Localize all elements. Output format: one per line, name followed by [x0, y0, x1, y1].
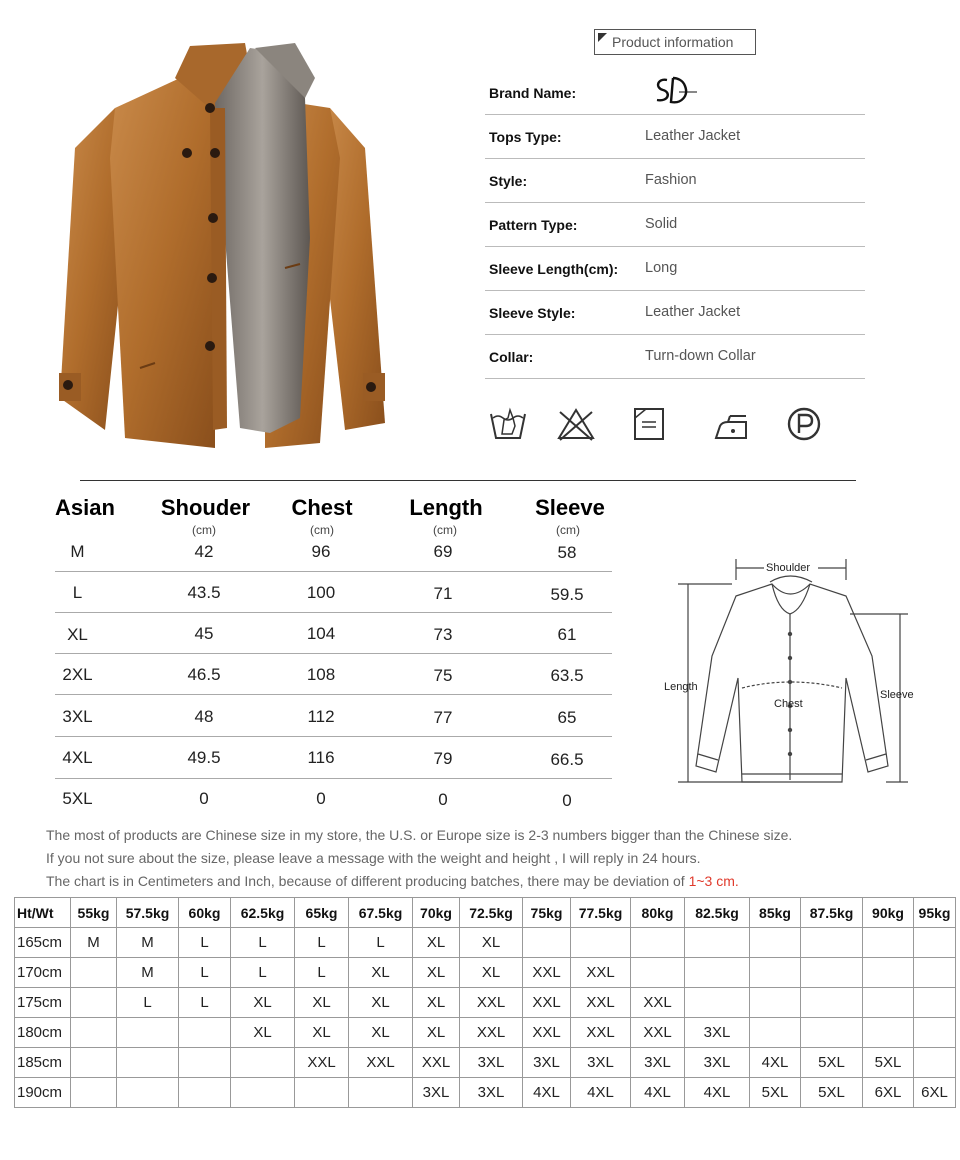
size-cell: 3XL — [62, 707, 93, 726]
size-cell: 46.5 — [187, 665, 221, 684]
size-note-1: The most of products are Chinese size in my store, the U.S. or Europe size is 2-3 numbers bigger than the Chinese size. — [46, 827, 793, 843]
size-cell: 96 — [311, 542, 331, 561]
table-cell: L — [349, 928, 413, 958]
pi-value: Solid — [645, 216, 678, 232]
pi-key: Tops Type: — [489, 129, 562, 145]
table-header-cell: 57.5kg — [117, 898, 179, 928]
table-cell: XL — [231, 988, 295, 1018]
table-cell — [914, 928, 956, 958]
table-cell — [685, 988, 750, 1018]
table-cell: 3XL — [631, 1048, 685, 1078]
size-chart-header-sleeve: Sleeve — [535, 495, 605, 520]
table-cell: L — [231, 928, 295, 958]
pi-value: Leather Jacket — [645, 128, 741, 144]
table-cell — [71, 1048, 117, 1078]
pi-key: Sleeve Style: — [489, 305, 576, 321]
table-cell: M — [117, 928, 179, 958]
table-cell: 4XL — [685, 1078, 750, 1108]
table-cell: XL — [295, 1018, 349, 1048]
pi-row-pattern-type — [485, 202, 865, 247]
size-row — [55, 695, 612, 737]
table-cell: XXL — [571, 958, 631, 988]
size-cell: 69 — [433, 542, 453, 561]
size-cell: 79 — [433, 749, 453, 768]
unit-label: (cm) — [192, 523, 216, 537]
pi-value: Long — [645, 260, 678, 276]
table-cell: XL — [413, 988, 460, 1018]
table-header-cell: 75kg — [523, 898, 571, 928]
table-header-cell: 62.5kg — [231, 898, 295, 928]
table-cell: XL — [460, 958, 523, 988]
size-cell: 43.5 — [187, 583, 221, 602]
table-cell — [631, 928, 685, 958]
size-note-3-deviation: 1~3 cm. — [688, 873, 739, 889]
table-cell — [571, 928, 631, 958]
table-header-cell: 67.5kg — [349, 898, 413, 928]
pi-key: Style: — [489, 173, 528, 189]
pi-key: Collar: — [489, 349, 534, 365]
table-cell: XL — [295, 988, 349, 1018]
pi-row-tops-type — [485, 114, 865, 159]
table-cell: 180cm — [15, 1018, 71, 1048]
pi-row-sleeve-style — [485, 290, 865, 335]
table-cell: 3XL — [685, 1048, 750, 1078]
table-cell: 5XL — [801, 1048, 863, 1078]
table-cell — [523, 928, 571, 958]
table-cell: L — [117, 988, 179, 1018]
table-cell — [685, 928, 750, 958]
table-header-cell: 65kg — [295, 898, 349, 928]
measure-label-shoulder: Shoulder — [766, 562, 811, 574]
size-cell: L — [72, 583, 83, 602]
size-cell: 65 — [557, 708, 577, 727]
table-cell: XXL — [523, 958, 571, 988]
hand-wash-icon — [488, 404, 528, 444]
table-header-row — [15, 898, 956, 928]
table-cell — [914, 1018, 956, 1048]
table-row — [15, 1018, 956, 1048]
table-cell — [231, 1078, 295, 1108]
table-cell: L — [231, 958, 295, 988]
pi-value: Turn-down Collar — [645, 348, 756, 364]
measurement-diagram — [660, 556, 918, 796]
size-cell: 100 — [306, 583, 336, 602]
measure-label-sleeve: Sleeve — [880, 689, 914, 701]
size-cell: 61 — [557, 625, 577, 644]
size-cell: 77 — [433, 708, 453, 727]
table-cell: 3XL — [460, 1048, 523, 1078]
size-cell: 0 — [562, 791, 572, 810]
table-cell — [71, 1018, 117, 1048]
table-cell: XL — [413, 928, 460, 958]
table-cell: XL — [413, 958, 460, 988]
table-row — [15, 958, 956, 988]
size-chart-header-asian: Asian — [55, 495, 115, 520]
table-cell — [750, 1018, 801, 1048]
table-cell — [349, 1078, 413, 1108]
pi-value: Fashion — [645, 172, 697, 188]
table-cell: 5XL — [801, 1078, 863, 1108]
table-cell: XL — [349, 988, 413, 1018]
table-row — [15, 1048, 956, 1078]
size-cell: 58 — [557, 543, 577, 562]
table-header-cell: 80kg — [631, 898, 685, 928]
table-cell: M — [117, 958, 179, 988]
table-cell: XL — [349, 1018, 413, 1048]
size-note-3 — [46, 873, 739, 889]
size-cell: M — [70, 542, 85, 561]
size-row — [55, 778, 612, 819]
brand-logo — [653, 74, 697, 108]
table-cell — [179, 1018, 231, 1048]
size-cell: 42 — [194, 542, 214, 561]
size-cell: 0 — [199, 789, 209, 808]
table-cell: 4XL — [523, 1078, 571, 1108]
table-cell: 5XL — [750, 1078, 801, 1108]
table-cell — [750, 988, 801, 1018]
size-cell: 49.5 — [187, 748, 221, 767]
size-row — [55, 530, 612, 572]
table-cell — [863, 1018, 914, 1048]
table-header-cell: 70kg — [413, 898, 460, 928]
size-cell: 66.5 — [550, 750, 584, 769]
jacket-photo — [55, 38, 395, 458]
table-cell: XL — [460, 928, 523, 958]
no-bleach-icon — [556, 404, 596, 444]
table-cell: L — [295, 958, 349, 988]
table-cell: XXL — [631, 1018, 685, 1048]
table-cell: XXL — [460, 1018, 523, 1048]
table-cell: XXL — [523, 1018, 571, 1048]
table-cell: 185cm — [15, 1048, 71, 1078]
table-cell: XXL — [349, 1048, 413, 1078]
table-cell: M — [71, 928, 117, 958]
size-chart-header-length: Length — [409, 495, 483, 520]
table-cell — [863, 988, 914, 1018]
table-cell — [295, 1078, 349, 1108]
table-cell: 165cm — [15, 928, 71, 958]
table-cell: XL — [231, 1018, 295, 1048]
table-cell: XXL — [413, 1048, 460, 1078]
size-cell: 59.5 — [550, 585, 584, 604]
table-cell: XXL — [295, 1048, 349, 1078]
table-cell — [117, 1048, 179, 1078]
product-info-header — [594, 29, 756, 55]
section-divider — [80, 480, 856, 481]
size-row — [55, 612, 612, 654]
table-cell — [117, 1078, 179, 1108]
table-cell: 3XL — [413, 1078, 460, 1108]
table-cell — [750, 958, 801, 988]
low-iron-icon — [712, 404, 752, 444]
table-cell: XXL — [571, 1018, 631, 1048]
table-cell: 175cm — [15, 988, 71, 1018]
size-cell: 45 — [194, 624, 214, 643]
table-cell: L — [295, 928, 349, 958]
measure-label-chest: Chest — [774, 698, 803, 710]
table-cell: 5XL — [863, 1048, 914, 1078]
pi-key: Brand Name: — [489, 85, 577, 101]
height-weight-table — [14, 897, 956, 1108]
table-header-cell: 55kg — [71, 898, 117, 928]
size-cell: 5XL — [62, 789, 93, 808]
table-header-cell: 60kg — [179, 898, 231, 928]
table-cell: 6XL — [863, 1078, 914, 1108]
measure-label-length: Length — [664, 681, 698, 693]
size-cell: 48 — [194, 707, 214, 726]
size-note-2: If you not sure about the size, please leave a message with the weight and height , I will reply in 24 hours. — [46, 850, 701, 866]
pi-key: Pattern Type: — [489, 217, 578, 233]
unit-label: (cm) — [310, 523, 334, 537]
table-cell — [863, 958, 914, 988]
size-cell: 0 — [438, 790, 448, 809]
table-cell: 4XL — [750, 1048, 801, 1078]
table-header-cell: 87.5kg — [801, 898, 863, 928]
size-cell: 63.5 — [550, 666, 584, 685]
table-cell: L — [179, 958, 231, 988]
table-header-cell: 72.5kg — [460, 898, 523, 928]
size-cell: 116 — [307, 748, 335, 767]
table-cell: 4XL — [631, 1078, 685, 1108]
table-cell: L — [179, 928, 231, 958]
size-cell: 112 — [307, 707, 335, 726]
size-cell: 73 — [433, 625, 453, 644]
table-cell: XXL — [571, 988, 631, 1018]
size-cell: XL — [67, 625, 88, 644]
size-note-3-text: The chart is in Centimeters and Inch, because of different producing batches, there may be deviation of — [46, 873, 689, 889]
unit-label: (cm) — [556, 523, 580, 537]
size-chart-header-chest: Chest — [291, 495, 353, 520]
table-cell — [71, 958, 117, 988]
size-chart-header-shoulder: Shouder — [160, 495, 251, 520]
table-cell — [914, 1048, 956, 1078]
table-header-cell: 90kg — [863, 898, 914, 928]
table-cell: XXL — [460, 988, 523, 1018]
size-cell: 104 — [306, 624, 336, 643]
table-cell — [863, 928, 914, 958]
pi-value: Leather Jacket — [645, 304, 741, 320]
table-cell — [71, 988, 117, 1018]
pi-row-brand — [485, 70, 865, 115]
table-cell: 6XL — [914, 1078, 956, 1108]
pi-row-style — [485, 158, 865, 203]
table-cell: XL — [349, 958, 413, 988]
table-cell: XXL — [631, 988, 685, 1018]
size-row — [55, 653, 612, 695]
table-cell — [117, 1018, 179, 1048]
size-cell: 75 — [433, 666, 453, 685]
size-row — [55, 571, 612, 613]
table-cell — [914, 988, 956, 1018]
table-cell: 170cm — [15, 958, 71, 988]
size-cell: 2XL — [62, 665, 93, 684]
table-cell — [750, 928, 801, 958]
table-cell: 3XL — [460, 1078, 523, 1108]
table-cell: XL — [413, 1018, 460, 1048]
table-cell — [71, 1078, 117, 1108]
table-cell — [801, 958, 863, 988]
table-cell — [685, 958, 750, 988]
table-cell — [914, 958, 956, 988]
table-row — [15, 928, 956, 958]
table-header-cell: Ht/Wt — [15, 898, 71, 928]
table-cell: 190cm — [15, 1078, 71, 1108]
table-cell — [179, 1078, 231, 1108]
size-cell: 0 — [316, 789, 326, 808]
table-cell: 3XL — [685, 1018, 750, 1048]
unit-label: (cm) — [433, 523, 457, 537]
dry-clean-p-icon — [784, 404, 824, 444]
table-cell — [179, 1048, 231, 1078]
table-cell — [801, 1018, 863, 1048]
table-row — [15, 1078, 956, 1108]
table-cell: 3XL — [523, 1048, 571, 1078]
size-cell: 108 — [306, 665, 336, 684]
table-header-cell: 85kg — [750, 898, 801, 928]
size-row — [55, 737, 612, 779]
size-cell: 71 — [433, 584, 453, 603]
table-header-cell: 95kg — [914, 898, 956, 928]
table-header-cell: 77.5kg — [571, 898, 631, 928]
tumble-dry-icon — [630, 404, 670, 444]
size-cell: 4XL — [62, 748, 93, 767]
product-info-title: Product information — [612, 34, 734, 50]
table-cell: 4XL — [571, 1078, 631, 1108]
table-header-cell: 82.5kg — [685, 898, 750, 928]
pi-key: Sleeve Length(cm): — [489, 261, 619, 277]
table-cell — [231, 1048, 295, 1078]
table-row — [15, 988, 956, 1018]
table-cell: L — [179, 988, 231, 1018]
table-cell: XXL — [523, 988, 571, 1018]
table-cell: 3XL — [571, 1048, 631, 1078]
table-cell — [801, 928, 863, 958]
table-cell — [801, 988, 863, 1018]
table-cell — [631, 958, 685, 988]
pi-row-collar — [485, 334, 865, 379]
pi-row-sleeve-length — [485, 246, 865, 291]
